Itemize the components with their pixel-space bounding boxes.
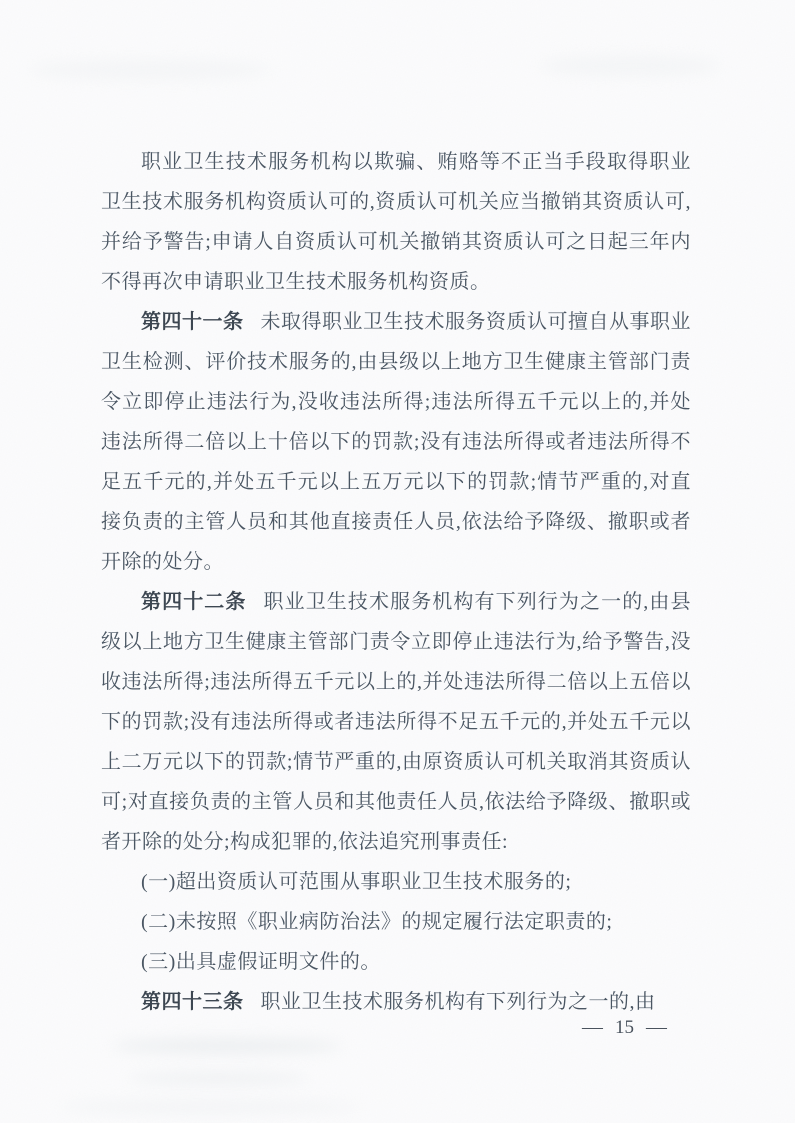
article-42-heading: 第四十二条 <box>141 591 247 613</box>
article-43-heading: 第四十三条 <box>141 991 244 1013</box>
article-41-heading: 第四十一条 <box>141 311 244 333</box>
document-body <box>101 142 691 1022</box>
article-42-item-2 <box>101 902 691 942</box>
article-42-item-1 <box>101 862 691 902</box>
scan-smudge <box>112 1038 342 1054</box>
page-footer <box>583 1016 666 1040</box>
article-42-item-2-text: (二)未按照《职业病防治法》的规定履行法定职责的; <box>141 911 613 933</box>
article-42-item-3-text: (三)出具虚假证明文件的。 <box>141 951 381 973</box>
article-41-body: 未取得职业卫生技术服务资质认可擅自从事职业卫生检测、评价技术服务的,由县级以上地方卫生健康主管部门责令立即停止违法行为,没收违法所得;违法所得五千元以上的,并处违法所得二倍以上十倍以下的罚款;没有违法所得或者违法所得不足五千元的,并处五千元以上五万元以下的罚款;情节严重的,对直接负责的主管人员和其他直接责任人员,依法给予降级、撤职或者开除的处分。 <box>101 311 691 573</box>
page-number-right-dash: — <box>646 1017 667 1038</box>
paragraph-intro-text: 职业卫生技术服务机构以欺骗、贿赂等不正当手段取得职业卫生技术服务机构资质认可的,资质认可机关应当撤销其资质认可,并给予警告;申请人自资质认可机关撤销其资质认可之日起三年内不得再次申请职业卫生技术服务机构资质。 <box>101 151 691 293</box>
paragraph-article-42 <box>101 582 691 862</box>
scan-smudge <box>128 1072 308 1085</box>
article-42-body: 职业卫生技术服务机构有下列行为之一的,由县级以上地方卫生健康主管部门责令立即停止违法行为,给予警告,没收违法所得;违法所得五千元以上的,并处违法所得二倍以上五倍以下的罚款;没有违法所得或者违法所得不足五千元的,并处五千元以上二万元以下的罚款;情节严重的,由原资质认可机关取消其资质认可;对直接负责的主管人员和其他责任人员,依法给予降级、撤职或者开除的处分;构成犯罪的,依法追究刑事责任: <box>101 591 691 853</box>
page-number: 15 <box>615 1017 634 1038</box>
article-42-item-3 <box>101 942 691 982</box>
paragraph-intro <box>101 142 691 302</box>
article-42-item-1-text: (一)超出资质认可范围从事职业卫生技术服务的; <box>141 871 572 893</box>
paragraph-article-41 <box>101 302 691 582</box>
article-43-body: 职业卫生技术服务机构有下列行为之一的,由 <box>260 991 656 1013</box>
scan-smudge <box>60 1100 360 1114</box>
page-number-left-dash: — <box>582 1017 603 1038</box>
scan-smudge <box>540 55 720 77</box>
scan-smudge <box>30 60 270 80</box>
